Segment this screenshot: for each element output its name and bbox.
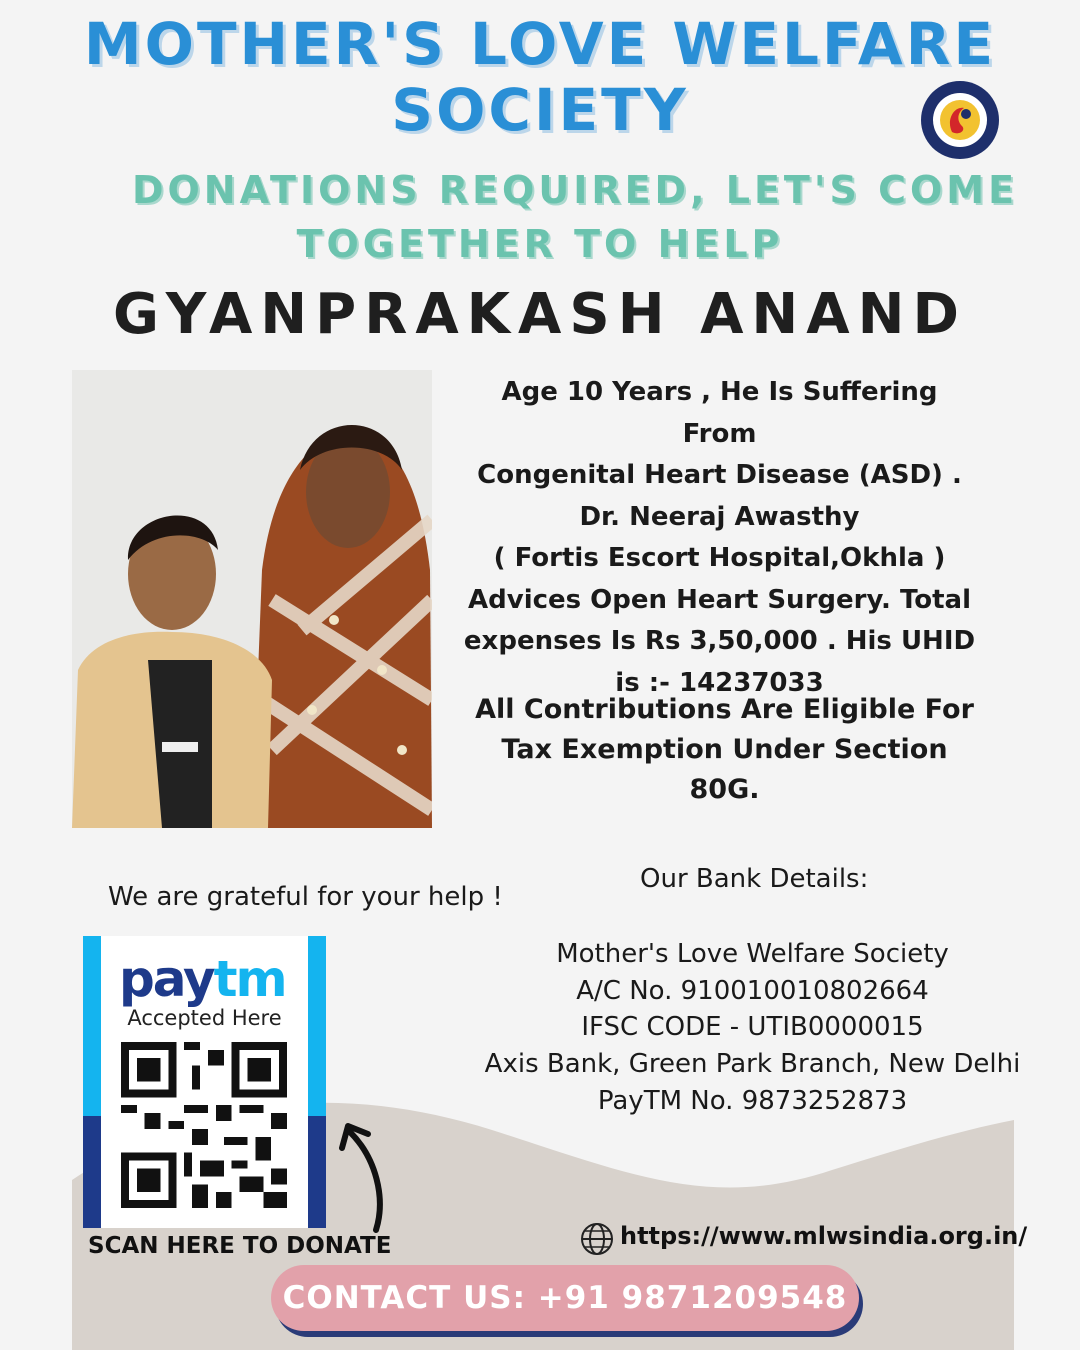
bank-branch: Axis Bank, Green Park Branch, New Delhi — [484, 1049, 1021, 1080]
contact-button[interactable]: CONTACT US: +91 9871209548 — [271, 1265, 859, 1331]
description-line: is :- 14237033 — [615, 667, 824, 698]
bank-account-name: Mother's Love Welfare Society — [556, 939, 949, 969]
org-title-line2: SOCIETY — [391, 76, 689, 144]
tax-line: All Contributions Are Eligible For — [475, 694, 974, 725]
arrow-icon — [336, 1118, 392, 1234]
appeal-subtitle-line2: TOGETHER TO HELP — [296, 222, 784, 266]
gratitude-text: We are grateful for your help ! — [108, 882, 503, 912]
paytm-number: PayTM No. 9873252873 — [597, 1085, 908, 1116]
tax-line: 80G. — [689, 774, 760, 805]
bank-account-number: A/C No. 910010010802664 — [576, 975, 929, 1006]
paytm-logo: paytm — [119, 950, 286, 1008]
paytm-qr-card[interactable] — [83, 936, 326, 1228]
appeal-subtitle-line1: DONATIONS REQUIRED, LET'S COME — [131, 168, 1019, 212]
beneficiary-name: GYANPRAKASH ANAND — [113, 282, 967, 347]
donation-qr-code[interactable] — [121, 1042, 287, 1208]
website-link[interactable]: https://www.mlwsindia.org.in/ — [620, 1222, 1028, 1250]
description-line: expenses Is Rs 3,50,000 . His UHID — [463, 626, 976, 656]
paytm-accepted-label: Accepted Here — [127, 1006, 282, 1030]
description-line: ( Fortis Escort Hospital,Okhla ) — [493, 543, 946, 573]
description-line: Congenital Heart Disease (ASD) . — [477, 460, 962, 490]
globe-icon — [580, 1222, 614, 1256]
society-logo — [920, 80, 1000, 160]
beneficiary-photo — [72, 370, 432, 828]
org-title-line1: MOTHER'S LOVE WELFARE — [83, 10, 997, 78]
description-line: Dr. Neeraj Awasthy — [579, 501, 860, 532]
bank-details — [480, 936, 1025, 1120]
bank-ifsc-code: IFSC CODE - UTIB0000015 — [581, 1012, 924, 1043]
description-line: Advices Open Heart Surgery. Total — [468, 584, 971, 615]
bank-details-heading: Our Bank Details: — [640, 864, 869, 894]
scan-to-donate-label: SCAN HERE TO DONATE — [88, 1233, 392, 1259]
tax-exemption-note — [462, 690, 987, 810]
case-description — [462, 372, 977, 704]
description-line: Age 10 Years , He Is Suffering From — [501, 377, 938, 449]
tax-line: Tax Exemption Under Section — [501, 734, 948, 765]
